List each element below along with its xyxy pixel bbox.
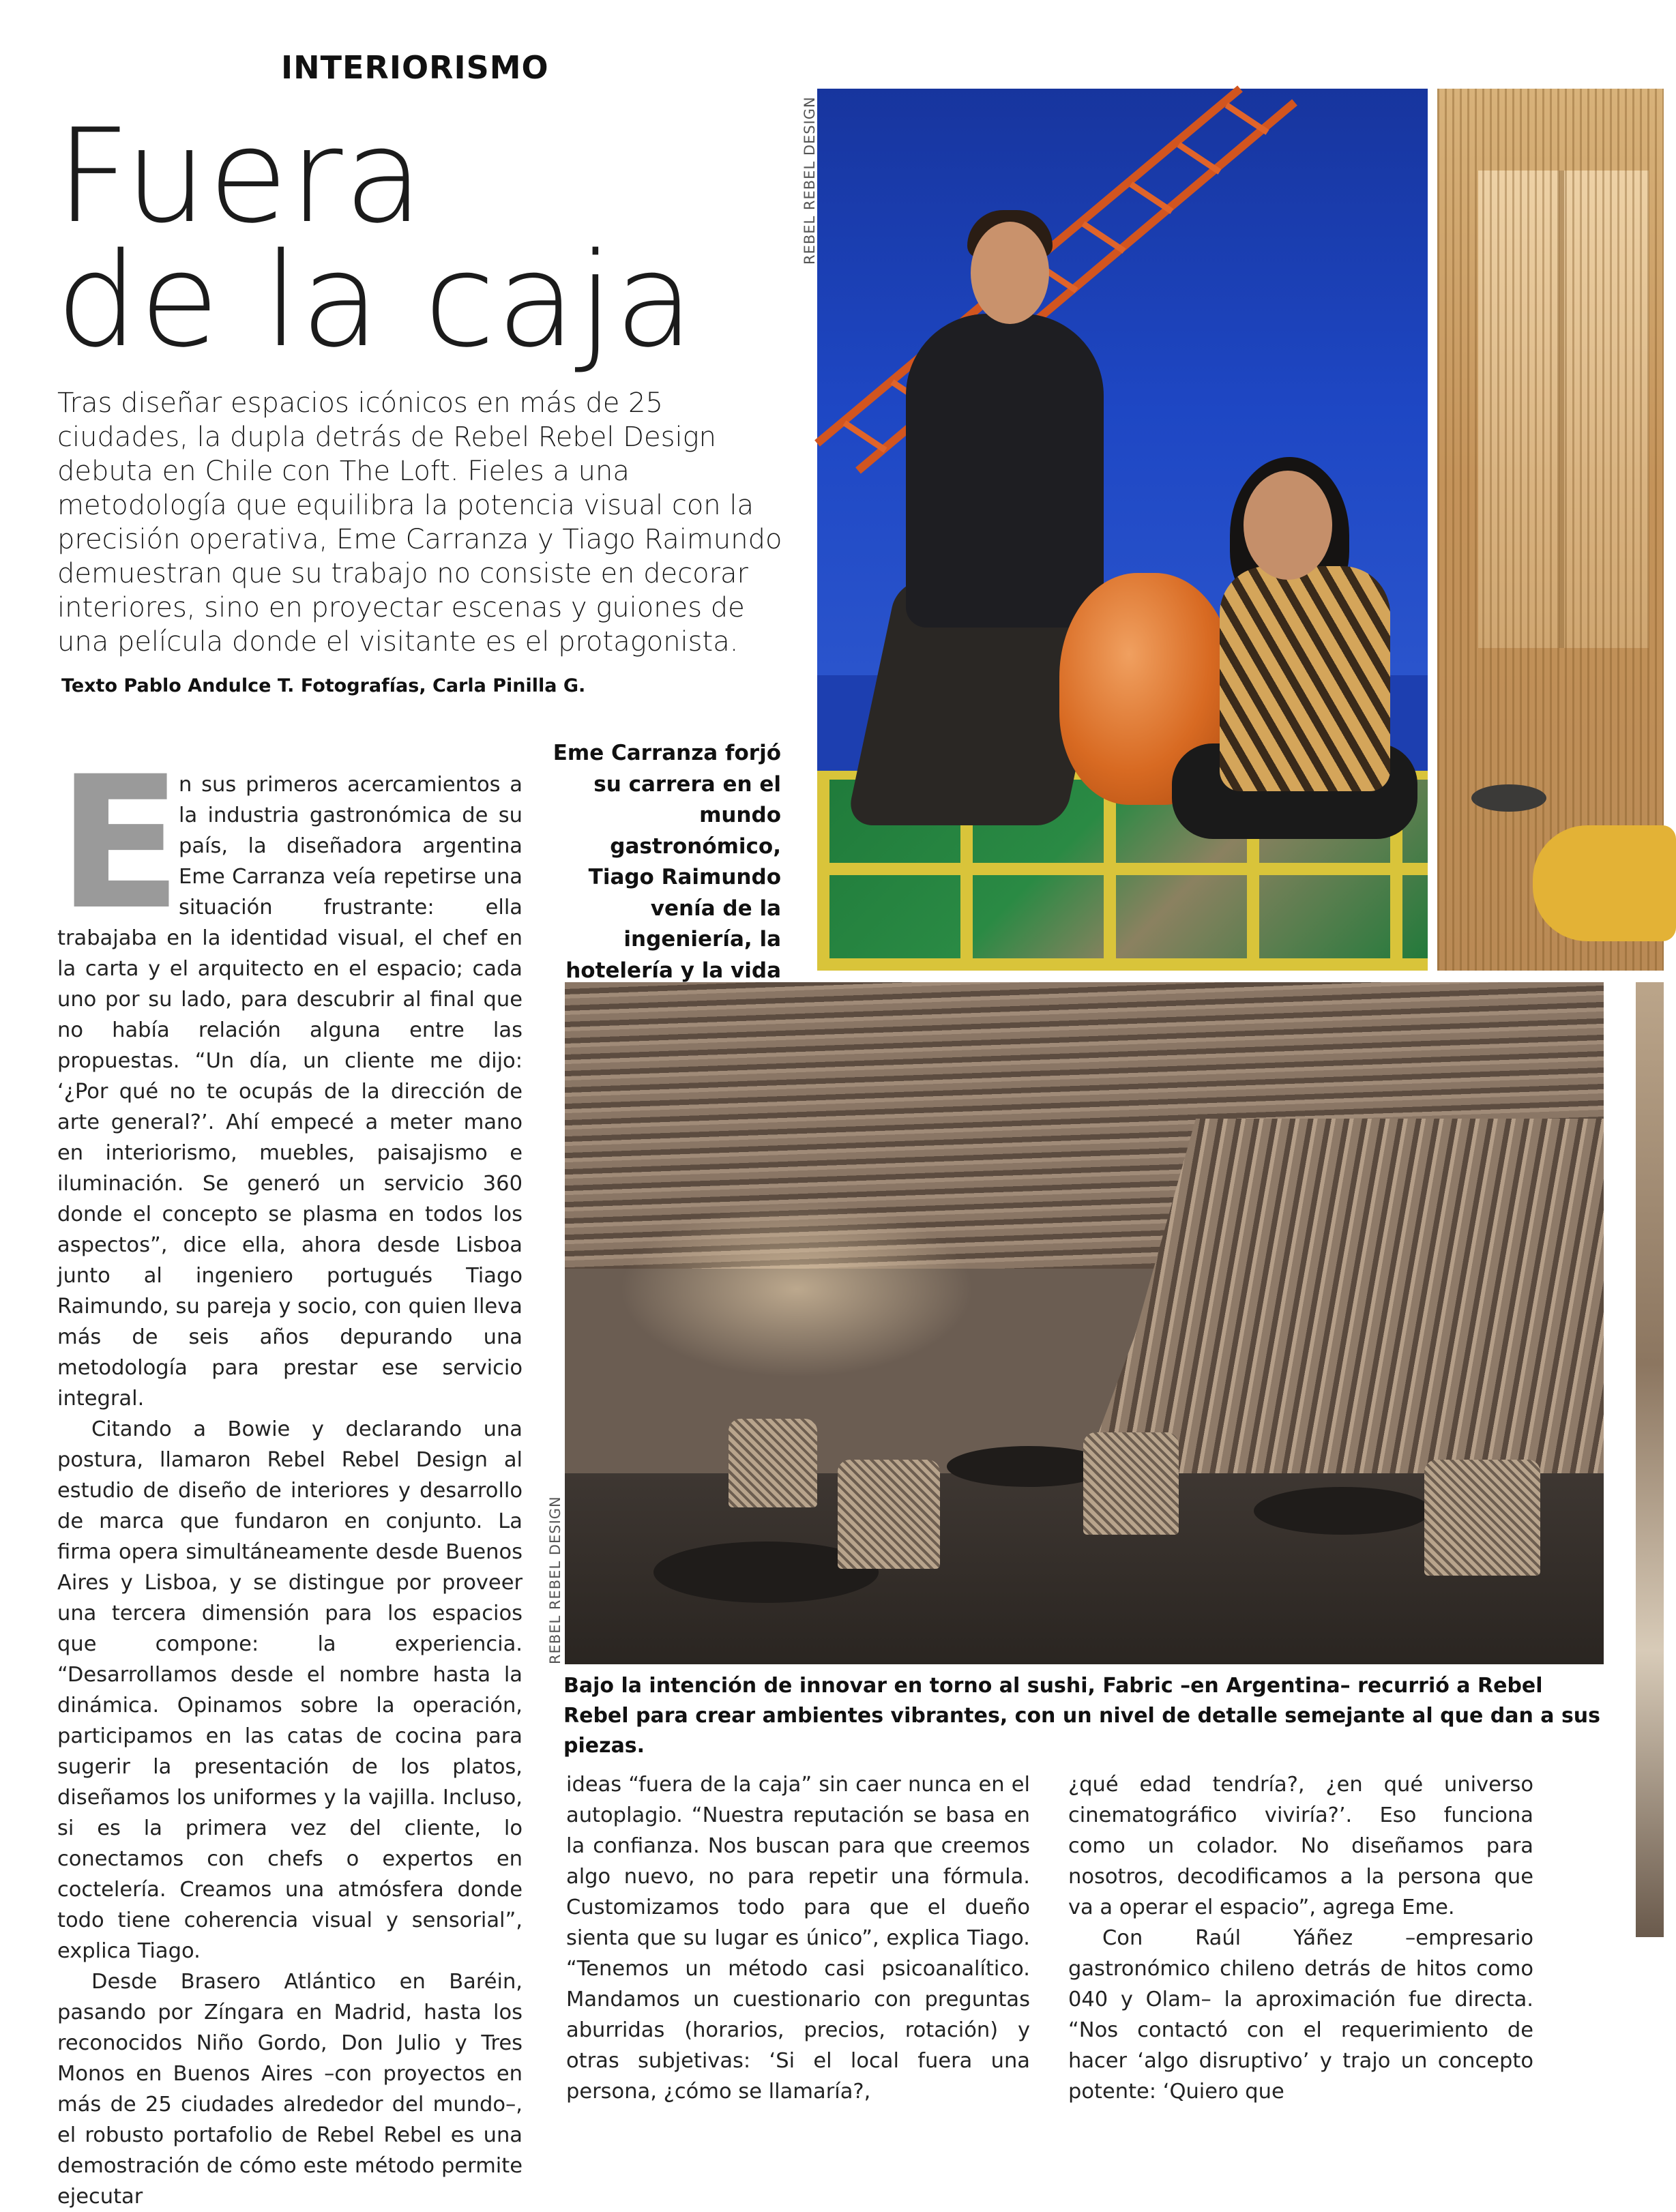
body-column-3 xyxy=(1068,1769,1533,2104)
portrait-photo xyxy=(817,89,1428,971)
pull-quote: Eme Carranza forjó su carrera en el mundo gastronómico, Tiago Raimundo venía de la ingeniería, la hotelería y la vida xyxy=(553,741,781,983)
edge-photo xyxy=(1636,982,1664,1937)
wicker-chair xyxy=(1083,1432,1179,1535)
paragraph: ideas “fuera de la caja” sin caer nunca en el autoplagio. “Nuestra reputación se basa en la confianza. Nos buscan para que creemos algo nuevo, no para repetir una fórmula. Customizamos todo para que el dueño sienta que su lugar es único”, explica Tiago. “Tenemos un método casi psicoanalítico. Mandamos un cuestionario con preguntas aburridas (horarios, precios, rotación) y otras subjetivas: ‘Si el local fuera una persona, ¿cómo se llamaría?, xyxy=(566,1773,1030,2104)
deck: Tras diseñar espacios icónicos en más de 25 ciudades, la dupla detrás de Rebel Rebel Design debuta en Chile con The Loft. Fieles a una metodología que equilibra la potencia visual con la precisión operativa, Eme Carranza y Tiago Raimundo demuestran que su trabajo no consiste en decorar interiores, sino en proyectar escenas y guiones de una película donde el visitante es el protagonista. xyxy=(57,387,782,658)
paragraph: Con Raúl Yáñez –empresario gastronómico chileno detrás de hitos como 040 y Olam– la aproximación fue directa. “Nos contactó con el requerimiento de hacer ‘algo disruptivo’ y trajo un concepto potente: ‘Quiero que xyxy=(1068,1926,1533,2104)
section-label: INTERIORISMO xyxy=(281,49,549,86)
photo-caption: Bajo la intención de innovar en torno al sushi, Fabric –en Argentina– recurrió a Rebel Rebel para crear ambientes vibrantes, con un nivel de detalle semejante al que dan a sus piezas. xyxy=(563,1674,1601,1758)
photo-gutter xyxy=(1604,982,1626,1664)
light-glow xyxy=(619,1200,974,1378)
restaurant-photo xyxy=(565,982,1626,1664)
photo-credit-bottom: REBEL REBEL DESIGN xyxy=(547,1496,563,1664)
headline-line-1: Fuera xyxy=(56,101,425,252)
man-figure xyxy=(906,314,1104,628)
body-column-2 xyxy=(566,1769,1030,2104)
paragraph: n sus primeros acercamientos a la industria gastronómica de su país, la diseñadora argentina Eme Carranza veía repetirse una situación frustrante: ella trabajaba en la identidad visual, el chef en la carta y el arquitecto en el espacio; cada uno por su lado, para descubrir al final que no había relación alguna entre las propuestas. “Un día, un cliente me dijo: ‘¿Por qué no te ocupás de la dirección de arte general?’. Ahí empecé a meter mano en interiorismo, muebles, paisajismo e iluminación. Se generó un servicio 360 donde el concepto se plasma en todos los aspectos”, dice ella, ahora desde Lisboa junto al ingeniero portugués Tiago Raimundo, su pareja y socio, con quien lleva más de seis años depurando una metodología para prestar ese servicio integral. xyxy=(57,773,523,1411)
body-column-1 xyxy=(57,737,523,2209)
yellow-chair xyxy=(1533,825,1676,941)
headline xyxy=(56,101,806,376)
drop-cap: E xyxy=(57,737,183,950)
paragraph: Desde Brasero Atlántico en Baréin, pasando por Zíngara en Madrid, hasta los reconocidos Niño Gordo, Don Julio y Tres Monos en Buenos Aires –con proyectos en más de 25 ciudades alrededor del mundo–, el robusto portafolio de Rebel Rebel es una demostración de cómo este método permite ejecutar xyxy=(57,1970,523,2209)
wicker-chair xyxy=(729,1419,817,1507)
paragraph: ¿qué edad tendría?, ¿en qué universo cinematográfico viviría?’. Eso funciona como un colador. No diseñamos para nosotros, decodificamos a la persona que va a operar el espacio”, agrega Eme. xyxy=(1068,1773,1533,1919)
paragraph: Citando a Bowie y declarando una postura, llamaron Rebel Rebel Design al estudio de diseño de interiores y desarrollo de marca que fundaron en conjunto. La firma opera simultáneamente desde Buenos Aires y Lisboa, y se distingue por proveer una tercera dimensión para los espacios que compone: la experiencia. “Desarrollamos desde el nombre hasta la dinámica. Opinamos sobre la operación, participamos en las catas de cocina para sugerir la presentación de los platos, diseñamos los uniformes y la vajilla. Incluso, si es la primera vez del cliente, lo conectamos con chefs o expertos en coctelería. Creamos una atmósfera donde todo tiene coherencia visual y sensorial”, explica Tiago. xyxy=(57,1417,523,1963)
woman-head xyxy=(1244,471,1332,580)
byline: Texto Pablo Andulce T. Fotografías, Carla Pinilla G. xyxy=(61,675,586,696)
table xyxy=(1471,784,1546,812)
curtain-photo xyxy=(1437,89,1664,971)
wicker-chair xyxy=(838,1460,940,1569)
woman-figure xyxy=(1220,566,1390,791)
wicker-chair xyxy=(1424,1460,1540,1576)
man-head xyxy=(971,222,1049,324)
photo-credit-top: REBEL REBEL DESIGN xyxy=(802,96,818,265)
headline-line-2: de la caja xyxy=(56,225,696,376)
dining-table xyxy=(1254,1487,1431,1535)
